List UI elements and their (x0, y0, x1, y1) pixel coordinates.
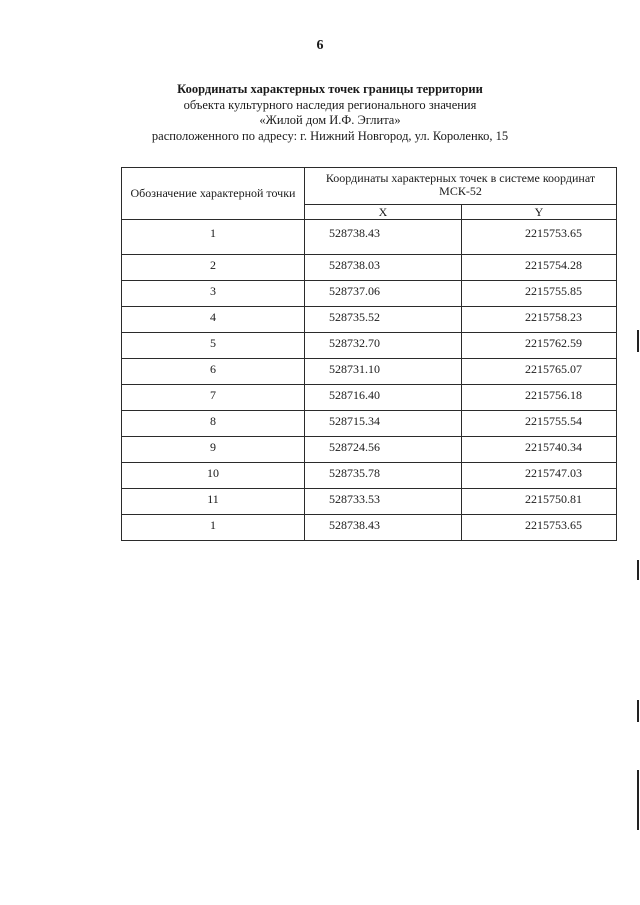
x-coordinate-cell: 528731.10 (305, 359, 462, 385)
coordinates-table (121, 167, 617, 541)
table-row (122, 359, 617, 385)
table-row (122, 255, 617, 281)
point-number-cell: 10 (122, 463, 305, 489)
scan-edge-mark (637, 330, 639, 352)
y-coordinate-cell: 2215750.81 (462, 489, 617, 515)
y-coordinate-cell: 2215765.07 (462, 359, 617, 385)
y-coordinate-cell: 2215740.34 (462, 437, 617, 463)
header-point-label: Обозначение характерной точки (122, 168, 305, 220)
point-number-cell: 1 (122, 515, 305, 541)
page-number: 6 (316, 38, 324, 53)
x-coordinate-cell: 528735.52 (305, 307, 462, 333)
y-coordinate-cell: 2215758.23 (462, 307, 617, 333)
header-coordinates-group: Координаты характерных точек в системе координат МСК-52 (305, 168, 617, 205)
y-coordinate-cell: 2215756.18 (462, 385, 617, 411)
header-y: Y (462, 205, 617, 220)
heading-title: Координаты характерных точек границы территории (177, 82, 483, 96)
table-row (122, 463, 617, 489)
table-row (122, 220, 617, 255)
point-number-cell: 9 (122, 437, 305, 463)
point-number-cell: 2 (122, 255, 305, 281)
point-number-cell: 3 (122, 281, 305, 307)
x-coordinate-cell: 528715.34 (305, 411, 462, 437)
scan-edge-mark (637, 560, 639, 580)
table-row (122, 515, 617, 541)
point-number-cell: 1 (122, 220, 305, 255)
y-coordinate-cell: 2215755.54 (462, 411, 617, 437)
document-heading (80, 82, 580, 144)
table-row (122, 437, 617, 463)
table-row (122, 333, 617, 359)
x-coordinate-cell: 528738.43 (305, 220, 462, 255)
point-number-cell: 11 (122, 489, 305, 515)
point-number-cell: 4 (122, 307, 305, 333)
table-row (122, 385, 617, 411)
x-coordinate-cell: 528738.43 (305, 515, 462, 541)
scan-edge-mark (637, 700, 639, 722)
table-body (122, 220, 617, 541)
x-coordinate-cell: 528724.56 (305, 437, 462, 463)
header-x: X (305, 205, 462, 220)
table-row (122, 281, 617, 307)
table-row (122, 411, 617, 437)
table-row (122, 489, 617, 515)
x-coordinate-cell: 528735.78 (305, 463, 462, 489)
point-number-cell: 7 (122, 385, 305, 411)
heading-address: расположенного по адресу: г. Нижний Новгород, ул. Короленко, 15 (151, 128, 509, 143)
heading-object-type: объекта культурного наследия регионального значения (183, 97, 477, 112)
point-number-cell: 5 (122, 333, 305, 359)
scan-edge-mark (637, 770, 639, 830)
x-coordinate-cell: 528738.03 (305, 255, 462, 281)
x-coordinate-cell: 528716.40 (305, 385, 462, 411)
point-number-cell: 8 (122, 411, 305, 437)
y-coordinate-cell: 2215753.65 (462, 220, 617, 255)
y-coordinate-cell: 2215754.28 (462, 255, 617, 281)
table-row (122, 307, 617, 333)
x-coordinate-cell: 528733.53 (305, 489, 462, 515)
y-coordinate-cell: 2215755.85 (462, 281, 617, 307)
x-coordinate-cell: 528732.70 (305, 333, 462, 359)
heading-object-name: «Жилой дом И.Ф. Эглита» (259, 113, 401, 127)
point-number-cell: 6 (122, 359, 305, 385)
y-coordinate-cell: 2215747.03 (462, 463, 617, 489)
y-coordinate-cell: 2215762.59 (462, 333, 617, 359)
x-coordinate-cell: 528737.06 (305, 281, 462, 307)
y-coordinate-cell: 2215753.65 (462, 515, 617, 541)
